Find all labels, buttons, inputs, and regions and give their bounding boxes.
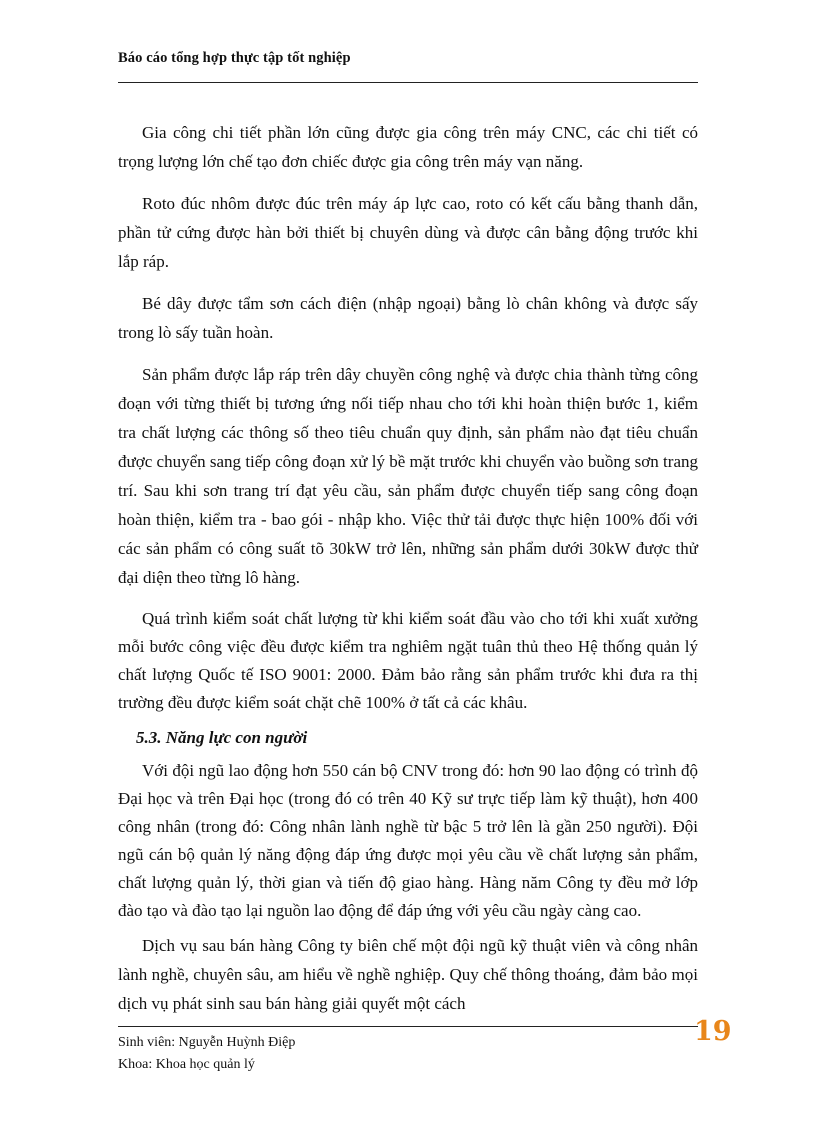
- page-footer: [118, 1032, 295, 1076]
- section-heading: 5.3. Năng lực con người: [136, 728, 308, 747]
- footer-faculty: Khoa: Khoa học quản lý: [118, 1057, 255, 1072]
- page-header-title: Báo cáo tổng hợp thực tập tốt nghiệp: [118, 50, 351, 66]
- paragraph-winding: Bé dây được tẩm sơn cách điện (nhập ngoại) bằng lò chân không và được sấy trong lò sấy tuần hoàn.: [118, 294, 698, 342]
- page-number: 19: [694, 1016, 732, 1047]
- header-divider: [118, 82, 698, 83]
- paragraph-cnc: Gia công chi tiết phần lớn cũng được gia công trên máy CNC, các chi tiết có trọng lượng lớn chế tạo đơn chiếc được gia công trên máy vạn năng.: [118, 123, 698, 171]
- document-body: [118, 118, 698, 1031]
- paragraph-quality-control: Quá trình kiểm soát chất lượng từ khi kiểm soát đầu vào cho tới khi xuất xưởng mỗi bước công việc đều được kiểm tra nghiêm ngặt tuân thủ theo Hệ thống quản lý chất lượng Quốc tế ISO 9001: 2000. Đảm bảo rằng sản phẩm trước khi đưa ra thị trường đều được kiểm soát chặt chẽ 100% ở tất cả các khâu.: [118, 609, 698, 712]
- paragraph-after-sales: Dịch vụ sau bán hàng Công ty biên chế một đội ngũ kỹ thuật viên và công nhân lành nghề, chuyên sâu, am hiểu về nghề nghiệp. Quy chế thông thoáng, đảm bảo mọi dịch vụ phát sinh sau bán hàng giải quyết một cách: [118, 936, 698, 1013]
- paragraph-workforce: Với đội ngũ lao động hơn 550 cán bộ CNV trong đó: hơn 90 lao động có trình độ Đại học và trên Đại học (trong đó có trên 40 Kỹ sư trực tiếp làm kỹ thuật), hơn 400 công nhân (trong đó: Công nhân lành nghề từ bậc 5 trở lên là gần 250 người). Đội ngũ cán bộ quản lý năng động đáp ứng được mọi yêu cầu về chất lượng sản phẩm, chất lượng quản lý, thời gian và tiến độ giao hàng. Hàng năm Công ty đều mở lớp đào tạo và đào tạo lại nguồn lao động để đáp ứng với yêu cầu ngày càng cao.: [118, 761, 698, 920]
- footer-divider: [118, 1026, 698, 1027]
- footer-student: Sinh viên: Nguyễn Huỳnh Điệp: [118, 1035, 296, 1050]
- paragraph-assembly: Sản phẩm được lắp ráp trên dây chuyền công nghệ và được chia thành từng công đoạn với từng thiết bị tương ứng nối tiếp nhau cho tới khi hoàn thiện bước 1, kiểm tra chất lượng các thông số theo tiêu chuẩn quy định, sản phẩm nào đạt tiêu chuẩn được chuyển sang tiếp công đoạn xử lý bề mặt trước khi chuyển vào buồng sơn trang trí. Sau khi sơn trang trí đạt yêu cầu, sản phẩm được chuyển tiếp sang công đoạn hoàn thiện, kiểm tra - bao gói - nhập kho. Việc thử tải được thực hiện 100% đối với các sản phẩm có công suất tõ 30kW trở lên, những sản phẩm dưới 30kW được thử đại diện theo từng lô hàng.: [118, 365, 698, 587]
- paragraph-roto: Roto đúc nhôm được đúc trên máy áp lực cao, roto có kết cấu bằng thanh dẫn, phần tử cứng được hàn bởi thiết bị chuyên dùng và được cân bằng động trước khi lắp ráp.: [118, 194, 698, 271]
